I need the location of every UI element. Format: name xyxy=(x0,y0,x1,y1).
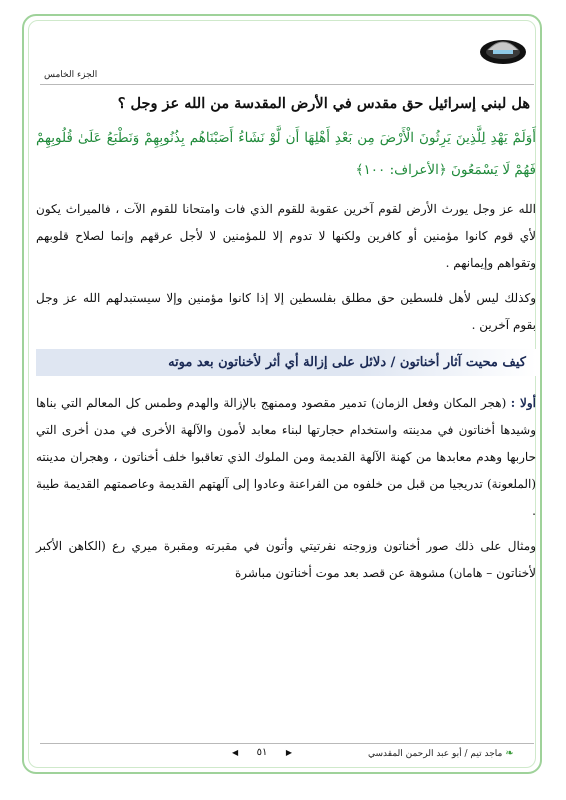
paragraph-2: وكذلك ليس لأهل فلسطين حق مطلق بفلسطين إلا إذا كانوا مؤمنين وإلا سيستبدلهم الله عز وجل بقوم آخرين . xyxy=(36,291,536,332)
author-name: ماجد تيم / أبو عبد الرحمن المقدسي xyxy=(368,748,503,759)
page-number-nav xyxy=(232,747,292,758)
question-title: هل لبني إسرائيل حق مقدس في الأرض المقدسة من الله عز وجل ؟ xyxy=(117,95,530,112)
first-point xyxy=(36,390,536,525)
page-number: ٥١ xyxy=(256,747,268,758)
main-content xyxy=(36,92,536,595)
footer-divider xyxy=(40,743,534,744)
section-title: كيف محيت آثار أخناتون / دلائل على إزالة أي أثر لأخناتون بعد موته xyxy=(36,349,536,376)
logo-emblem xyxy=(478,30,528,70)
quran-verse xyxy=(36,122,536,186)
triangle-right-icon: ▶ xyxy=(285,748,292,757)
part-label: الجزء الخامس xyxy=(44,70,98,80)
verse-reference: ﴿الأعراف: ١٠٠﴾ xyxy=(355,162,447,178)
first-point-label: أولا : xyxy=(510,396,536,410)
verse-text: أَوَلَمْ يَهْدِ لِلَّذِينَ يَرِثُونَ الْأَرْضَ مِن بَعْدِ أَهْلِهَا أَن لَّوْ نَشَاءُ أَصَبْنَاهُم بِذُنُوبِهِمْ وَنَطْبَعُ عَلَىٰ قُلُوبِهِمْ فَهُمْ لَا يَسْمَعُونَ xyxy=(36,130,536,178)
triangle-left-icon: ◀ xyxy=(232,748,239,757)
example-paragraph: ومثال على ذلك صور أخناتون وزوجته نفرتيتي وأتون في مقبرته ومقبرة ميري رع (الكاهن الأكبر لأخناتون – هامان) مشوهة عن قصد بعد موت أخناتون مباشرة xyxy=(36,539,536,580)
paragraph-1: الله عز وجل يورث الأرض لقوم آخرين عقوبة للقوم الذي فات وامتحانا للقوم الآت ، فالميراث يكون لأي قوم كانوا مؤمنين أو كافرين ولكنها لا تدوم إلا للمؤمنين لا لأجل عرقهم وإنما لصلاح قلوبهم وتقواهم وإيمانهم . xyxy=(36,202,536,270)
header-divider xyxy=(40,84,534,85)
first-point-text: (هجر المكان وفعل الزمان) تدمير مقصود وممنهج بالإزالة والهدم وطمس كل المعالم التي بناها وشيدها أخناتون في مدينته واستخدام حجارتها لبناء معابد لأمون والآلهة الأخرى في مدن أخرى التي حاربها وهدم معابدها من كهنة الآلهة القديمة ومن الملوك الذي تعاقبوا خلف أخناتون ، وهجران مدينته (الملعونة) تدريجيا من قبل من خلفوه من الفراعنة وعادوا إلى آلهتهم القديمة وعاصمتهم القديمة طيبة . xyxy=(36,396,536,518)
author-credit xyxy=(368,748,514,759)
leaf-icon: ❧ xyxy=(505,748,514,759)
